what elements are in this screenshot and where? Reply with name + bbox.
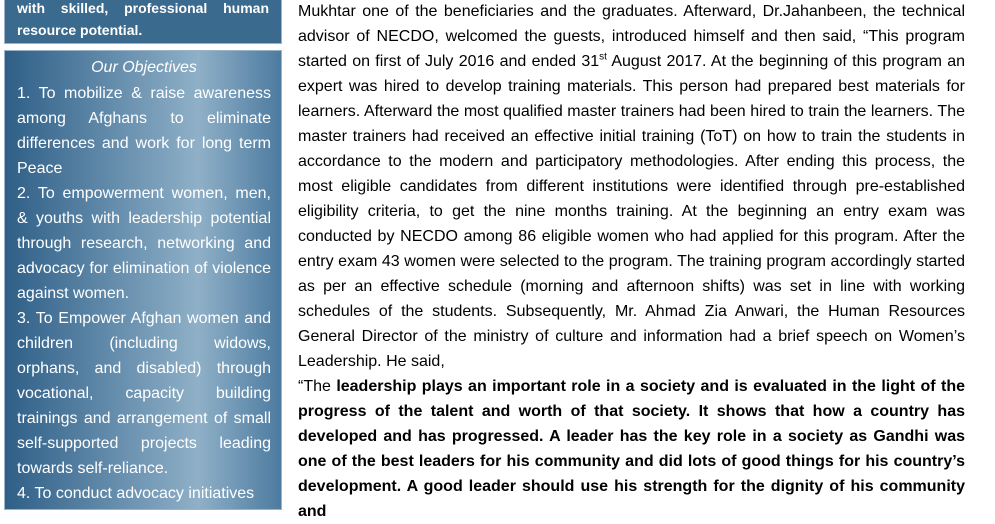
mission-text: with skilled, professional human resource potential. [17, 0, 269, 38]
objective-item: 3. To Empower Afghan women and children (including widows, orphans, and disabled) through vocational, capacity building trainings and arrangement of small self-supported projects leading towards self-reliance. [17, 310, 271, 477]
article-body [298, 0, 965, 524]
article-paragraph [298, 0, 965, 374]
quote-open: “The [298, 378, 337, 395]
mission-box [4, 0, 282, 44]
objectives-heading: Our Objectives [91, 59, 197, 76]
paragraph-text-start: Mukhtar one of the beneficiaries and the graduates. Afterward, Dr.Jahanbeen, the technical advisor of NECDO, welcomed the guests, introduced himself and then said, “This program started on first of July 2016 and ended 31 [298, 3, 965, 70]
paragraph-text-end: August 2017. At the beginning of this program an expert was hired to develop training materials. This person had prepared best materials for learners. Afterward the most qualified master trainers had been hired to train the learners. The master trainers had received an effective initial training (ToT) on how to train the students in accordance to the modern and participatory methodologies. After ending this process, the most eligible candidates from different institutions were identified through pre-established eligibility criteria, to get the nine months training. At the beginning an entry exam was conducted by NECDO among 86 eligible women who had applied for this program. After the entry exam 43 women were selected to the program. The training program accordingly started as per an effective schedule (morning and afternoon shifts) was set in line with working schedules of the students. Subsequently, Mr. Ahmad Zia Anwari, the Human Resources General Director of the ministry of culture and information had a brief speech on Women’s Leadership. He said, [298, 53, 966, 370]
objective-item: 1. To mobilize & raise awareness among Afghans to eliminate differences and work for long term Peace [17, 85, 271, 177]
ordinal-suffix: st [599, 51, 607, 63]
quote-text: leadership plays an important role in a society and is evaluated in the light of the progress of the talent and worth of that society. It shows that how a country has developed and has progressed. A leader has the key role in a society as Gandhi was one of the best leaders for his community and did lots of good things for his country’s development. A good leader should use his strength for the dignity of his community and [298, 378, 966, 520]
objective-item: 2. To empowerment women, men, & youths with leadership potential through research, networking and advocacy for elimination of violence against women. [17, 185, 271, 302]
quote-paragraph [298, 374, 965, 524]
objective-item: 4. To conduct advocacy initiatives [17, 485, 255, 502]
objectives-box [4, 50, 282, 510]
